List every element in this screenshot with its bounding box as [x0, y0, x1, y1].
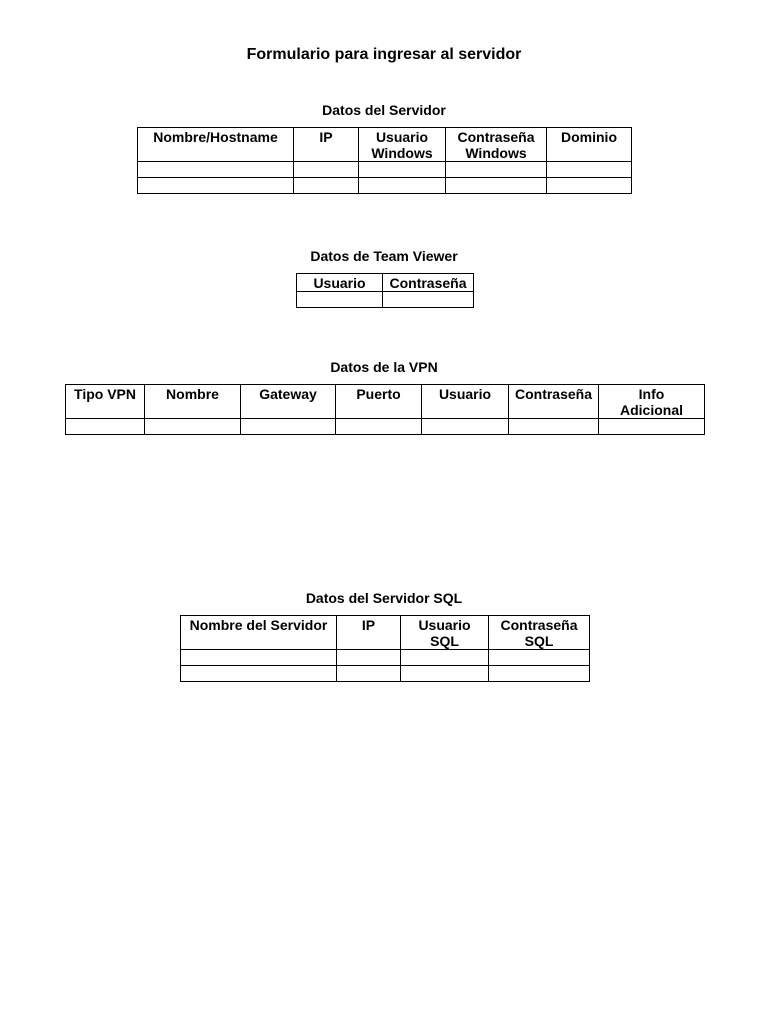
- servidor-ip-cell[interactable]: [294, 178, 359, 194]
- vpn-col-puerto: Puerto: [336, 385, 422, 419]
- vpn-heading: Datos de la VPN: [330, 359, 438, 375]
- vpn-puerto-cell[interactable]: [336, 419, 422, 435]
- vpn-col-gateway: Gateway: [241, 385, 336, 419]
- teamviewer-header-row: [297, 274, 474, 292]
- vpn-info-adicional-cell[interactable]: [599, 419, 705, 435]
- sql-ip-cell[interactable]: [337, 666, 401, 682]
- servidor-contrasena-windows-cell[interactable]: [446, 162, 547, 178]
- sql-contrasena-cell[interactable]: [489, 666, 590, 682]
- servidor-hostname-cell[interactable]: [138, 178, 294, 194]
- teamviewer-heading: Datos de Team Viewer: [310, 248, 458, 264]
- vpn-table: [65, 384, 705, 435]
- teamviewer-contrasena-cell[interactable]: [383, 292, 474, 308]
- servidor-table: [137, 127, 632, 194]
- sql-contrasena-cell[interactable]: [489, 650, 590, 666]
- vpn-usuario-cell[interactable]: [422, 419, 509, 435]
- vpn-col-contrasena: Contraseña: [509, 385, 599, 419]
- sql-ip-cell[interactable]: [337, 650, 401, 666]
- page-title: Formulario para ingresar al servidor: [246, 46, 522, 63]
- servidor-col-usuario-windows: Usuario Windows: [359, 128, 446, 162]
- sql-col-ip: IP: [337, 616, 401, 650]
- servidor-usuario-windows-cell[interactable]: [359, 178, 446, 194]
- servidor-header-row: [138, 128, 632, 162]
- table-row: [297, 292, 474, 308]
- vpn-nombre-cell[interactable]: [145, 419, 241, 435]
- teamviewer-usuario-cell[interactable]: [297, 292, 383, 308]
- sql-usuario-cell[interactable]: [401, 650, 489, 666]
- table-row: [181, 650, 590, 666]
- vpn-gateway-cell[interactable]: [241, 419, 336, 435]
- servidor-col-contrasena-windows: Contraseña Windows: [446, 128, 547, 162]
- sql-table: [180, 615, 590, 682]
- vpn-header-row: [66, 385, 705, 419]
- table-row: [138, 162, 632, 178]
- servidor-dominio-cell[interactable]: [547, 178, 632, 194]
- servidor-heading: Datos del Servidor: [322, 102, 446, 118]
- table-row: [181, 666, 590, 682]
- teamviewer-table: [296, 273, 474, 308]
- servidor-contrasena-windows-cell[interactable]: [446, 178, 547, 194]
- sql-heading: Datos del Servidor SQL: [305, 590, 463, 606]
- sql-col-nombre-servidor: Nombre del Servidor: [181, 616, 337, 650]
- vpn-tipo-cell[interactable]: [66, 419, 145, 435]
- servidor-hostname-cell[interactable]: [138, 162, 294, 178]
- sql-col-usuario-sql: Usuario SQL: [401, 616, 489, 650]
- servidor-col-ip: IP: [294, 128, 359, 162]
- servidor-dominio-cell[interactable]: [547, 162, 632, 178]
- vpn-contrasena-cell[interactable]: [509, 419, 599, 435]
- servidor-col-dominio: Dominio: [547, 128, 632, 162]
- sql-usuario-cell[interactable]: [401, 666, 489, 682]
- servidor-col-hostname: Nombre/Hostname: [138, 128, 294, 162]
- table-row: [138, 178, 632, 194]
- vpn-col-nombre: Nombre: [145, 385, 241, 419]
- vpn-col-tipo: Tipo VPN: [66, 385, 145, 419]
- servidor-usuario-windows-cell[interactable]: [359, 162, 446, 178]
- teamviewer-col-contrasena: Contraseña: [383, 274, 474, 292]
- sql-header-row: [181, 616, 590, 650]
- sql-col-contrasena-sql: Contraseña SQL: [489, 616, 590, 650]
- sql-nombre-servidor-cell[interactable]: [181, 666, 337, 682]
- vpn-col-usuario: Usuario: [422, 385, 509, 419]
- teamviewer-col-usuario: Usuario: [297, 274, 383, 292]
- servidor-ip-cell[interactable]: [294, 162, 359, 178]
- sql-nombre-servidor-cell[interactable]: [181, 650, 337, 666]
- vpn-col-info-adicional: Info Adicional: [599, 385, 705, 419]
- table-row: [66, 419, 705, 435]
